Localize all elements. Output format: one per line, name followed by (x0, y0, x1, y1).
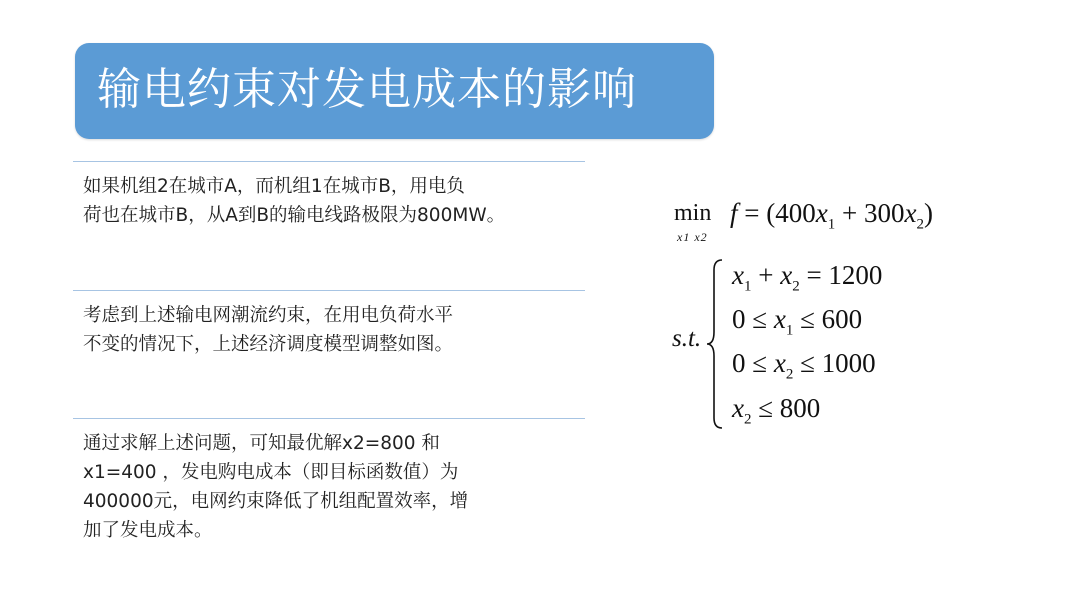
c4-x2: x (732, 393, 744, 423)
c2-x1: x (773, 304, 786, 334)
c3-x2: x (773, 348, 786, 378)
paragraph-3-line-3: 400000元，电网约束降低了机组配置效率，增 (83, 491, 469, 512)
constraint-4 (732, 393, 820, 428)
slide-title: 输电约束对发电成本的影响 (97, 64, 637, 115)
constraint-2 (732, 304, 862, 339)
paragraph-1-line-1: 如果机组2在城市A，而机组1在城市B，用电负 (83, 176, 465, 197)
constraint-3 (732, 348, 876, 383)
text-block-1 (73, 161, 585, 230)
c1-rhs: = 1200 (799, 260, 883, 290)
optimization-formula (660, 190, 1000, 440)
objective-function (730, 198, 933, 233)
c4-x2-sub: 2 (743, 411, 752, 428)
objective-close: ) (923, 198, 933, 228)
objective-x1: x (815, 198, 828, 228)
c1-plus: + (751, 260, 781, 290)
subject-to-label: s.t. (672, 325, 702, 352)
c2-x1-sub: 1 (785, 322, 794, 339)
c3-rhs: ≤ 1000 (793, 348, 876, 378)
paragraph-3-line-4: 加了发电成本。 (83, 520, 213, 541)
paragraph-1 (73, 162, 585, 230)
c1-x2-sub: 2 (792, 278, 800, 295)
text-block-3 (73, 418, 585, 545)
c4-rhs: ≤ 800 (751, 393, 821, 423)
paragraph-2 (73, 291, 585, 359)
objective-eq: = (400 (737, 198, 816, 228)
paragraph-2-line-1: 考虑到上述输电网潮流约束，在用电负荷水平 (83, 305, 454, 326)
objective-x2: x (904, 198, 917, 228)
constraint-1 (732, 260, 882, 295)
c1-x1-sub: 1 (743, 278, 752, 295)
paragraph-3 (73, 419, 585, 545)
min-operator: min (674, 200, 712, 226)
text-block-2 (73, 290, 585, 359)
objective-f: f (730, 198, 738, 228)
objective-plus: + 300 (835, 198, 905, 228)
paragraph-3-line-1: 通过求解上述问题，可知最优解x2=800 和 (83, 433, 440, 454)
c1-x2: x (780, 260, 793, 290)
title-banner (75, 43, 714, 139)
paragraph-1-line-2: 荷也在城市B，从A到B的输电线路极限为800MW。 (83, 205, 506, 226)
c3-lhs: 0 ≤ (732, 348, 774, 378)
left-brace-icon (705, 258, 725, 430)
paragraph-2-line-2: 不变的情况下，上述经济调度模型调整如图。 (83, 334, 454, 355)
objective-x2-sub: 2 (916, 216, 924, 233)
c1-x1: x (732, 260, 744, 290)
c3-x2-sub: 2 (785, 366, 794, 383)
c2-lhs: 0 ≤ (732, 304, 774, 334)
objective-x1-sub: 1 (827, 216, 836, 233)
paragraph-3-line-2: x1=400 ，发电购电成本（即目标函数值）为 (83, 462, 459, 483)
c2-rhs: ≤ 600 (793, 304, 863, 334)
min-subscript: x1 x2 (677, 230, 708, 244)
